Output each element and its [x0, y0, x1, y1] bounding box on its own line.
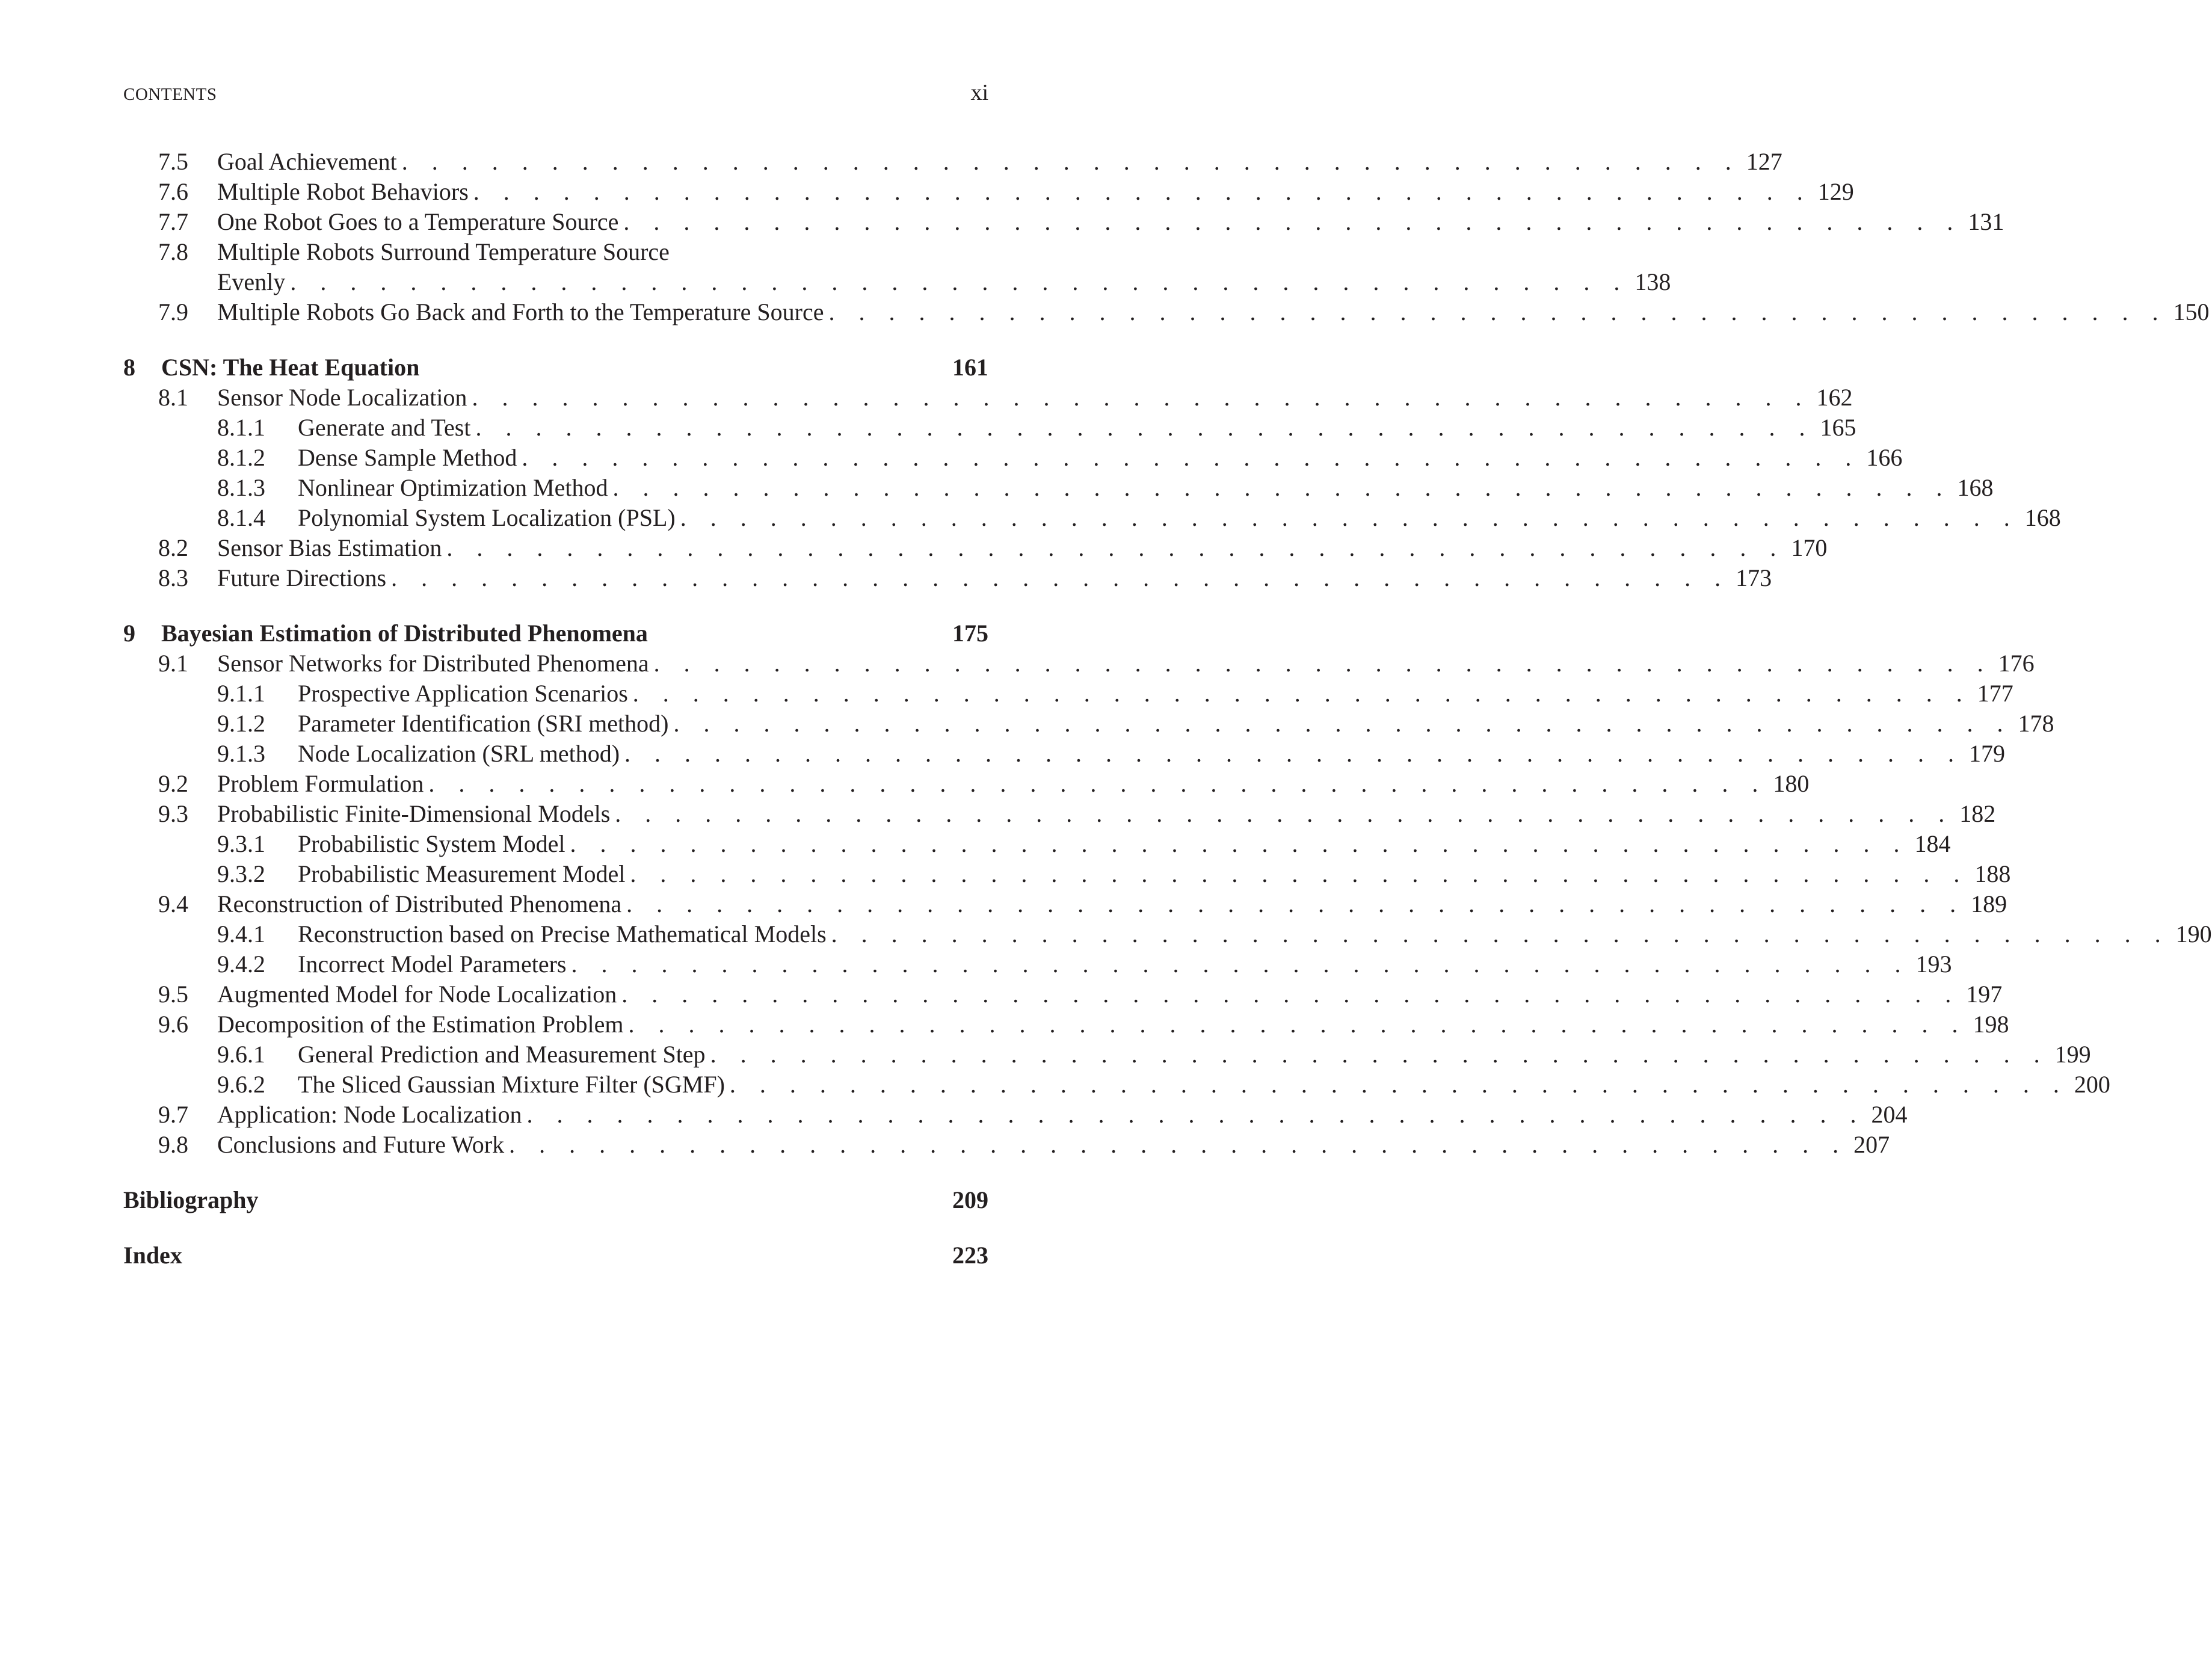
- toc-entry-9-1-1[interactable]: 9.1.1 Prospective Application Scenarios . . . . . . . . . . . . . . . . . . . . . . . . . . . . . . . . . . . . . . . . . . . . . 177: [123, 679, 988, 709]
- leader-dots: . . . . . . . . . . . . . . . . . . . . . . . . . . . . . . . . . . . . . . . . . . . . .: [615, 800, 1954, 827]
- toc-entry-page: 138: [1634, 268, 1671, 295]
- toc-entry-page: 204: [1871, 1101, 1908, 1128]
- toc-entry-title: Prospective Application Scenarios: [298, 680, 628, 707]
- toc-entry-9-2[interactable]: 9.2 Problem Formulation . . . . . . . . . . . . . . . . . . . . . . . . . . . . . . . . . . . . . . . . . . . . . 180: [123, 769, 988, 799]
- toc-entry-9-4-1[interactable]: 9.4.1 Reconstruction based on Precise Mathematical Models . . . . . . . . . . . . . . . . . . . . . . . . . . . . . . . . . . . . . . . . . . . . . 190: [123, 919, 988, 949]
- toc-entry-title: Probabilistic Measurement Model: [298, 860, 626, 887]
- toc-entry-title: Probabilistic System Model: [298, 830, 565, 857]
- toc-entry-9-6-1[interactable]: 9.6.1 General Prediction and Measurement Step . . . . . . . . . . . . . . . . . . . . . . . . . . . . . . . . . . . . . . . . . . . . . 199: [123, 1040, 988, 1070]
- toc-entry-9-5[interactable]: 9.5 Augmented Model for Node Localization . . . . . . . . . . . . . . . . . . . . . . . . . . . . . . . . . . . . . . . . . . . . . 197: [123, 979, 988, 1009]
- leader-dots: . . . . . . . . . . . . . . . . . . . . . . . . . . . . . . . . . . . . . . . . . . . . .: [475, 414, 1814, 441]
- toc-entry-title: One Robot Goes to a Temperature Source: [217, 208, 619, 235]
- leader-dots: . . . . . . . . . . . . . . . . . . . . . . . . . . . . . . . . . . . . . . . . . . . . .: [624, 740, 1964, 767]
- toc-index[interactable]: [123, 1240, 988, 1271]
- toc-chapter-page: 223: [952, 1242, 988, 1269]
- toc-entry-page: 178: [2018, 710, 2054, 737]
- leader-dots: . . . . . . . . . . . . . . . . . . . . . . . . . . . . . . . . . . . . . . . . . . . . .: [428, 770, 1767, 797]
- toc-entry-title: Goal Achievement: [217, 148, 397, 175]
- toc-entry-title: Multiple Robot Behaviors: [217, 178, 469, 205]
- toc-entry-7-8-continued[interactable]: [123, 267, 1671, 297]
- toc-entry-9-1-3[interactable]: 9.1.3 Node Localization (SRL method) . . . . . . . . . . . . . . . . . . . . . . . . . . . . . . . . . . . . . . . . . . . . . 179: [123, 739, 988, 769]
- toc-entry-title: Decomposition of the Estimation Problem: [217, 1011, 624, 1038]
- toc-chapter-title: Bayesian Estimation of Distributed Phenomena: [161, 620, 648, 647]
- leader-dots: . . . . . . . . . . . . . . . . . . . . . . . . . . . . . . . . . . . . . . . . . . . . .: [710, 1041, 2049, 1068]
- toc-entry-title: Parameter Identification (SRI method): [298, 710, 669, 737]
- toc-entry-page: 168: [1957, 474, 1994, 501]
- toc-entry-8-1-3[interactable]: 8.1.3 Nonlinear Optimization Method . . . . . . . . . . . . . . . . . . . . . . . . . . . . . . . . . . . . . . . . . . . . . 168: [123, 473, 988, 503]
- toc-entry-7-9[interactable]: 7.9 Multiple Robots Go Back and Forth to the Temperature Source . . . . . . . . . . . . . . . . . . . . . . . . . . . . . . . . . . . . . . . . . . . . . 150: [123, 297, 988, 327]
- leader-dots: . . . . . . . . . . . . . . . . . . . . . . . . . . . . . . . . . . . . . . . . . . . . .: [509, 1131, 1848, 1158]
- toc-entry-page: 200: [2074, 1071, 2110, 1098]
- toc-entry-7-6[interactable]: 7.6 Multiple Robot Behaviors . . . . . . . . . . . . . . . . . . . . . . . . . . . . . . . . . . . . . . . . . . . . . 129: [123, 177, 988, 207]
- toc-entry-9-1[interactable]: 9.1 Sensor Networks for Distributed Phenomena . . . . . . . . . . . . . . . . . . . . . . . . . . . . . . . . . . . . . . . . . . . . . 176: [123, 649, 988, 679]
- running-head-title: CONTENTS: [123, 85, 217, 104]
- toc-entry-title: Multiple Robots Surround Temperature Source: [217, 238, 670, 265]
- toc-entry-title: Augmented Model for Node Localization: [217, 981, 617, 1008]
- toc-entry-title: Reconstruction based on Precise Mathematical Models: [298, 920, 827, 947]
- toc-entry-7-5[interactable]: 7.5 Goal Achievement . . . . . . . . . . . . . . . . . . . . . . . . . . . . . . . . . . . . . . . . . . . . . 127: [123, 147, 988, 177]
- toc-entry-title: Polynomial System Localization (PSL): [298, 504, 676, 531]
- toc-entry-page: 207: [1853, 1131, 1890, 1158]
- toc-entry-page: 150: [2173, 298, 2210, 325]
- toc-entry-8-1-4[interactable]: 8.1.4 Polynomial System Localization (PSL) . . . . . . . . . . . . . . . . . . . . . . . . . . . . . . . . . . . . . . . . . . . . . 168: [123, 503, 988, 533]
- toc-entry-title: General Prediction and Measurement Step: [298, 1041, 706, 1068]
- toc-entry-page: 179: [1969, 740, 2006, 767]
- toc-entry-page: 168: [2024, 504, 2061, 531]
- leader-dots: . . . . . . . . . . . . . . . . . . . . . . . . . . . . . . . . . . . . . . . . . . . . .: [653, 650, 1992, 677]
- toc-entry-page: 129: [1817, 178, 1854, 205]
- toc-entry-title: Dense Sample Method: [298, 444, 517, 471]
- toc-entry-page: 166: [1866, 444, 1903, 471]
- leader-dots: . . . . . . . . . . . . . . . . . . . . . . . . . . . . . . . . . . . . . . . . . . . . .: [472, 384, 1811, 411]
- leader-dots: . . . . . . . . . . . . . . . . . . . . . . . . . . . . . . . . . . . . . . . . . . . . .: [729, 1071, 2068, 1098]
- toc-entry-page: 165: [1820, 414, 1856, 441]
- toc-entry-title: Sensor Bias Estimation: [217, 534, 442, 561]
- toc-entry-8-3[interactable]: 8.3 Future Directions . . . . . . . . . . . . . . . . . . . . . . . . . . . . . . . . . . . . . . . . . . . . . 173: [123, 563, 988, 593]
- toc-chapter-8[interactable]: 8 CSN: The Heat Equation 161: [123, 353, 988, 383]
- toc-entry-9-4-2[interactable]: 9.4.2 Incorrect Model Parameters . . . . . . . . . . . . . . . . . . . . . . . . . . . . . . . . . . . . . . . . . . . . . 193: [123, 949, 988, 979]
- toc-entry-title: Node Localization (SRL method): [298, 740, 620, 767]
- toc-entry-title: Incorrect Model Parameters: [298, 951, 567, 978]
- leader-dots: . . . . . . . . . . . . . . . . . . . . . . . . . . . . . . . . . . . . . . . . . . . . .: [570, 830, 1909, 857]
- leader-dots: . . . . . . . . . . . . . . . . . . . . . . . . . . . . . . . . . . . . . . . . . . . . .: [628, 1011, 1967, 1038]
- leader-dots: . . . . . . . . . . . . . . . . . . . . . . . . . . . . . . . . . . . . . . . . . . . . .: [522, 444, 1861, 471]
- leader-dots: . . . . . . . . . . . . . . . . . . . . . . . . . . . . . . . . . . . . . . . . . . . . .: [391, 564, 1730, 591]
- leader-dots: . . . . . . . . . . . . . . . . . . . . . . . . . . . . . . . . . . . . . . . . . . . . .: [473, 178, 1812, 205]
- toc-entry-title: The Sliced Gaussian Mixture Filter (SGMF): [298, 1071, 725, 1098]
- toc-entry-page: 131: [1968, 208, 2004, 235]
- toc-chapter-page: 161: [952, 354, 988, 381]
- leader-dots: . . . . . . . . . . . . . . . . . . . . . . . . . . . . . . . . . . . . . . . . . . . . .: [526, 1101, 1865, 1128]
- toc-entry-title: Multiple Robots Go Back and Forth to the Temperature Source: [217, 298, 824, 325]
- toc-entry-title: Sensor Networks for Distributed Phenomena: [217, 650, 649, 677]
- toc-entry-page: 189: [1971, 890, 2007, 917]
- leader-dots: . . . . . . . . . . . . . . . . . . . . . . . . . . . . . . . . . . . . . . . . . . . . .: [632, 680, 1971, 707]
- leader-dots: . . . . . . . . . . . . . . . . . . . . . . . . . . . . . . . . . . . . . . . . . . . . .: [828, 298, 2167, 325]
- toc-entry-title: Application: Node Localization: [217, 1101, 522, 1128]
- toc-entry-9-4[interactable]: 9.4 Reconstruction of Distributed Phenomena . . . . . . . . . . . . . . . . . . . . . . . . . . . . . . . . . . . . . . . . . . . . . 189: [123, 889, 988, 919]
- leader-dots: . . . . . . . . . . . . . . . . . . . . . . . . . . . . . . . . . . . . . . . . . . . . .: [673, 710, 2012, 737]
- toc-chapter-title: Bibliography: [123, 1186, 259, 1213]
- toc-entry-page: 199: [2054, 1041, 2091, 1068]
- toc-entry-page: 176: [1998, 650, 2035, 677]
- page-number: xi: [970, 80, 988, 105]
- leader-dots: . . . . . . . . . . . . . . . . . . . . . . . . . . . . . . . . . . . . . . . . . . . . .: [680, 504, 2019, 531]
- leader-dots: . . . . . . . . . . . . . . . . . . . . . . . . . . . . . . . . . . . . . . . . . . . . .: [446, 534, 1785, 561]
- toc-entry-7-7[interactable]: 7.7 One Robot Goes to a Temperature Source . . . . . . . . . . . . . . . . . . . . . . . . . . . . . . . . . . . . . . . . . . . . . 131: [123, 207, 988, 237]
- toc-chapter-page: 209: [952, 1186, 988, 1213]
- toc-entry-page: 197: [1966, 981, 2003, 1008]
- leader-dots: . . . . . . . . . . . . . . . . . . . . . . . . . . . . . . . . . . . . . . . . . . . . .: [401, 148, 1740, 175]
- toc-entry-page: 188: [1974, 860, 2011, 887]
- toc-chapter-9[interactable]: 9 Bayesian Estimation of Distributed Phenomena 175: [123, 618, 988, 649]
- toc-entry-title: Probabilistic Finite-Dimensional Models: [217, 800, 611, 827]
- toc-entry-9-7[interactable]: 9.7 Application: Node Localization . . . . . . . . . . . . . . . . . . . . . . . . . . . . . . . . . . . . . . . . . . . . . 204: [123, 1100, 988, 1130]
- leader-dots: . . . . . . . . . . . . . . . . . . . . . . . . . . . . . . . . . . . . . . . . . . . . .: [621, 981, 1961, 1008]
- toc-entry-page: 198: [1973, 1011, 2009, 1038]
- leader-dots: . . . . . . . . . . . . . . . . . . . . . . . . . . . . . . . . . . . . . . . . . . . . .: [571, 951, 1910, 978]
- toc-entry-title: Problem Formulation: [217, 770, 424, 797]
- toc-entry-page: 127: [1746, 148, 1782, 175]
- leader-dots: . . . . . . . . . . . . . . . . . . . . . . . . . . . . . . . . . . . . . . . . . . . . .: [626, 890, 1965, 917]
- leader-dots: . . . . . . . . . . . . . . . . . . . . . . . . . . . . . . . . . . . . . . . . . . . . .: [831, 920, 2170, 947]
- toc-entry-9-6-2[interactable]: 9.6.2 The Sliced Gaussian Mixture Filter (SGMF) . . . . . . . . . . . . . . . . . . . . . . . . . . . . . . . . . . . . . . . . . . . . . 200: [123, 1070, 988, 1100]
- toc-entry-title: Sensor Node Localization: [217, 384, 467, 411]
- toc-entry-title: Nonlinear Optimization Method: [298, 474, 608, 501]
- toc-entry-title: Future Directions: [217, 564, 387, 591]
- toc-entry-page: 173: [1736, 564, 1772, 591]
- toc-entry-page: 170: [1791, 534, 1828, 561]
- toc-entry-9-1-2[interactable]: 9.1.2 Parameter Identification (SRI method) . . . . . . . . . . . . . . . . . . . . . . . . . . . . . . . . . . . . . . . . . . . . . 178: [123, 709, 988, 739]
- toc-entry-page: 184: [1914, 830, 1951, 857]
- toc-entry-page: 182: [1959, 800, 1996, 827]
- toc-entry-9-3[interactable]: 9.3 Probabilistic Finite-Dimensional Models . . . . . . . . . . . . . . . . . . . . . . . . . . . . . . . . . . . . . . . . . . . . . 182: [123, 799, 988, 829]
- table-of-contents: [123, 147, 2212, 1271]
- toc-entry-page: 180: [1773, 770, 1810, 797]
- toc-entry-page: 190: [2175, 920, 2212, 947]
- toc-entry-page: 177: [1977, 680, 2013, 707]
- toc-chapter-title: CSN: The Heat Equation: [161, 354, 420, 381]
- toc-entry-title: Reconstruction of Distributed Phenomena: [217, 890, 622, 917]
- leader-dots: . . . . . . . . . . . . . . . . . . . . . . . . . . . . . . . . . . . . . . . . . . . . .: [612, 474, 1952, 501]
- toc-chapter-page: 175: [952, 620, 988, 647]
- toc-entry-9-6[interactable]: 9.6 Decomposition of the Estimation Problem . . . . . . . . . . . . . . . . . . . . . . . . . . . . . . . . . . . . . . . . . . . . . 198: [123, 1009, 988, 1040]
- toc-entry-9-3-2[interactable]: 9.3.2 Probabilistic Measurement Model . . . . . . . . . . . . . . . . . . . . . . . . . . . . . . . . . . . . . . . . . . . . . 188: [123, 859, 988, 889]
- toc-entry-8-1[interactable]: 8.1 Sensor Node Localization . . . . . . . . . . . . . . . . . . . . . . . . . . . . . . . . . . . . . . . . . . . . . 162: [123, 383, 988, 413]
- toc-entry-title: Generate and Test: [298, 414, 471, 441]
- toc-entry-8-1-2[interactable]: 8.1.2 Dense Sample Method . . . . . . . . . . . . . . . . . . . . . . . . . . . . . . . . . . . . . . . . . . . . . 166: [123, 443, 988, 473]
- toc-entry-9-3-1[interactable]: 9.3.1 Probabilistic System Model . . . . . . . . . . . . . . . . . . . . . . . . . . . . . . . . . . . . . . . . . . . . . 184: [123, 829, 988, 859]
- toc-entry-title: Conclusions and Future Work: [217, 1131, 505, 1158]
- toc-entry-8-2[interactable]: 8.2 Sensor Bias Estimation . . . . . . . . . . . . . . . . . . . . . . . . . . . . . . . . . . . . . . . . . . . . . 170: [123, 533, 988, 563]
- toc-entry-8-1-1[interactable]: 8.1.1 Generate and Test . . . . . . . . . . . . . . . . . . . . . . . . . . . . . . . . . . . . . . . . . . . . . 165: [123, 413, 988, 443]
- toc-chapter-title: Index: [123, 1242, 182, 1269]
- toc-entry-page: 193: [1915, 951, 1952, 978]
- toc-entry-7-8[interactable]: 7.8 Multiple Robots Surround Temperature Source: [123, 237, 988, 267]
- leader-dots: . . . . . . . . . . . . . . . . . . . . . . . . . . . . . . . . . . . . . . . . . . . . .: [290, 268, 1629, 295]
- toc-entry-title-continued: Evenly: [217, 268, 286, 295]
- toc-entry-page: 162: [1816, 384, 1853, 411]
- leader-dots: . . . . . . . . . . . . . . . . . . . . . . . . . . . . . . . . . . . . . . . . . . . . .: [623, 208, 1962, 235]
- toc-entry-9-8[interactable]: 9.8 Conclusions and Future Work . . . . . . . . . . . . . . . . . . . . . . . . . . . . . . . . . . . . . . . . . . . . . 207: [123, 1130, 988, 1160]
- leader-dots: . . . . . . . . . . . . . . . . . . . . . . . . . . . . . . . . . . . . . . . . . . . . .: [630, 860, 1969, 887]
- toc-bibliography[interactable]: [123, 1185, 988, 1215]
- running-head: [123, 79, 988, 103]
